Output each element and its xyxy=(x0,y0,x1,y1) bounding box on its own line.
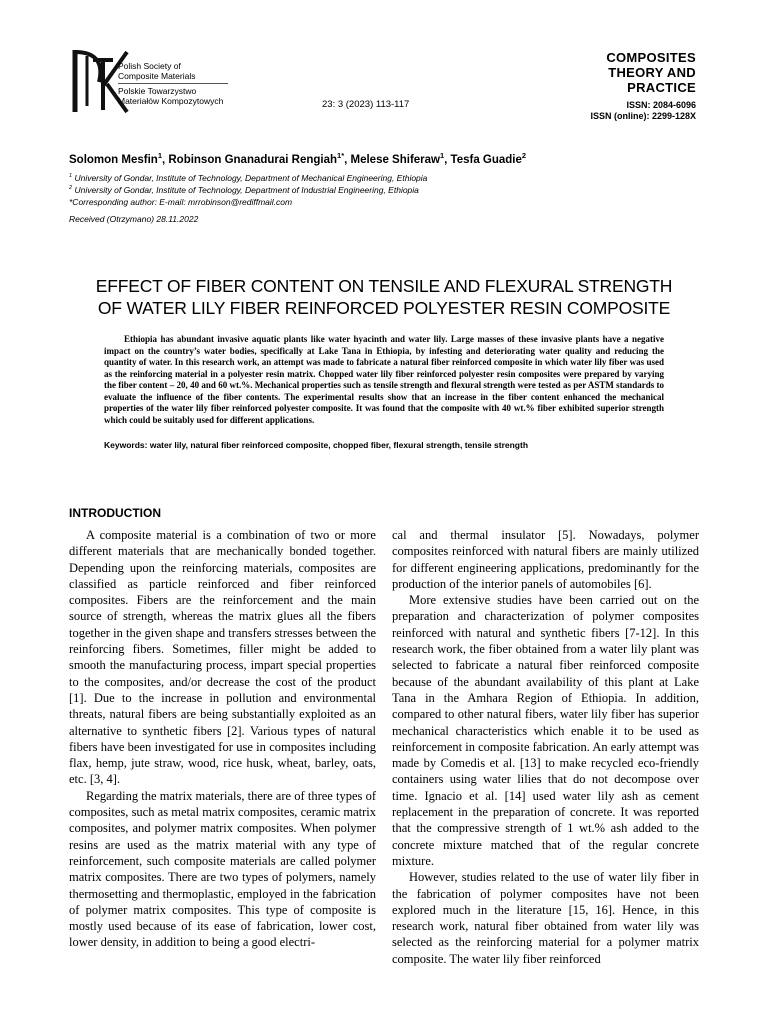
paper-title xyxy=(69,275,699,319)
affiliation-text: University of Gondar, Institute of Technology, Department of Industrial Engineering, Ethiopia xyxy=(74,185,419,195)
paragraph: More extensive studies have been carried out on the preparation and characterization of polymer composites reinforced with natural and synthetic fibers [7-12]. In this research work, the fiber obtained from a water lily plant was selected to fabricate a natural fiber reinforced composite because of the abundant availability of this plant at Lake Tana in the Amhara Region of Ethiopia. In addition, compared to other natural fibers, water lily fiber has superior mechanical characteristics which enable it to be used as reinforcement in composite fabrication. An early attempt was made by Comedis et al. [13] to make recycled eco-friendly containers using water lilies that do not decompose over time. Ignacio et al. [14] used water lily ash as cement replacement in the preparation of concrete. It was reported that the compressive strength of 1 wt.% ash added to the concrete mixture matched that of the regular concrete mixture. xyxy=(392,593,699,868)
affiliation-mark: 2 xyxy=(69,185,73,192)
society-divider xyxy=(118,83,228,84)
paper-title-line2: OF WATER LILY FIBER REINFORCED POLYESTER RESIN COMPOSITE xyxy=(97,298,671,318)
affiliation-2 xyxy=(69,184,427,196)
keywords-label: Keywords: xyxy=(104,440,148,450)
issn: ISSN: 2084-6096 xyxy=(626,100,696,110)
society-name xyxy=(118,61,228,106)
society-en-line2: Composite Materials xyxy=(118,71,196,81)
author-separator: , xyxy=(444,154,451,166)
paper-title-line1: EFFECT OF FIBER CONTENT ON TENSILE AND FLEXURAL STRENGTH xyxy=(95,276,673,296)
author-separator: , xyxy=(161,154,169,166)
corresponding-author: *Corresponding author: E-mail: mrrobinson@rediffmail.com xyxy=(69,197,293,207)
author-name: Tesfa Guadie xyxy=(450,154,522,166)
author-name: Robinson Gnanadurai Rengiah xyxy=(168,154,338,166)
journal-title-line3: PRACTICE xyxy=(627,80,696,95)
author-list xyxy=(69,151,527,166)
citation: 23: 3 (2023) 113-117 xyxy=(322,99,410,110)
affiliation-mark: 1 xyxy=(69,173,73,180)
society-pl-line2: Materiałów Kompozytowych xyxy=(118,96,224,106)
keywords-value: water lily, natural fiber reinforced composite, chopped fiber, flexural strength, tensile strength xyxy=(149,440,529,450)
paragraph: Regarding the matrix materials, there are of three types of composites, such as metal matrix composites, ceramic matrix composites, and polymer matrix composites. When polymer resins are used as the matrix material with any type of reinforcement, such composite materials are called polymer matrix composites. There are two types of polymers, namely thermosetting and thermoplastic, employed in the fabrication of polymer matrix composites. This type of composite is mostly used because of its ease of fabrication, lower cost, lower density, in addition to being a good electri- xyxy=(69,788,376,950)
left-column xyxy=(69,527,376,951)
received-date: Received (Otrzymano) 28.11.2022 xyxy=(69,214,199,224)
paragraph: A composite material is a combination of two or more different materials that are mechanically bonded together. Depending upon the reinforcing materials, composites are classified as particle reinforced and fiber reinforced composites. Fibers are the reinforcement and the main source of strength, whereas the matrix glues all the fibers together in the given shape and transfers stresses between the reinforcing fibers. Sometimes, filler might be added to smooth the manufacturing process, impart special properties to the composites, and/or decrease the cost of the product [1]. Due to the increase in pollution and environmental threats, natural fibers are being substantially exploited as an alternative to synthetic fibers [2]. Various types of natural fibers have been investigated for use in composites including flax, hemp, jute straw, wood, rice husk, wheat, barley, oats, etc. [3, 4]. xyxy=(69,528,376,787)
society-en-line1: Polish Society of xyxy=(118,61,181,71)
section-heading: INTRODUCTION xyxy=(69,506,161,520)
affiliation-1 xyxy=(69,172,427,184)
abstract: Ethiopia has abundant invasive aquatic plants like water hyacinth and water lily. Large masses of these invasive plants have a negative impact on the country’s water bodies, specifically at Lake Tana in Ethiopia, by infesting and deteriorating water quality and reducing the quantity of water. In this research work, an attempt was made to fabricate a natural fiber reinforced composite in which water lily fiber was used as the reinforcing material in a polyester resin matrix. Chopped water lily fiber reinforced polyester resin composites were prepared by varying the fiber content – 20, 40 and 60 wt.%. Mechanical properties such as tensile strength and flexural strength were tested as per ASTM standards to evaluate the influence of the fiber contents. The experimental results show that an increase in the fiber content enhanced the mechanical properties of the water lily fiber reinforced polyester composite. It was found that the composite with 40 wt.% fiber exhibited superior strength which could be suitably used for different applications. xyxy=(104,334,664,425)
journal-title-line2: THEORY AND xyxy=(608,65,696,80)
author-separator: , xyxy=(344,154,351,166)
journal-masthead xyxy=(476,50,696,122)
journal-title-line1: COMPOSITES xyxy=(606,50,696,65)
author-affiliation-mark: 1 xyxy=(157,151,162,161)
issn-online: ISSN (online): 2299-128X xyxy=(590,111,696,121)
author-name: Solomon Mesfin xyxy=(69,154,158,166)
author-affiliation-mark: 2 xyxy=(521,151,527,161)
affiliation-text: University of Gondar, Institute of Technology, Department of Mechanical Engineering, Ethiopia xyxy=(74,173,428,183)
paragraph: cal and thermal insulator [5]. Nowadays, polymer composites reinforced with natural fibers are mainly utilized for different engineering applications, predominantly for the production of the interior panels of automobiles [6]. xyxy=(392,528,699,591)
affiliations xyxy=(69,172,427,208)
author-name: Melese Shiferaw xyxy=(350,154,440,166)
paragraph: However, studies related to the use of water lily fiber in the fabrication of polymer composites have not been explored much in the literature [15, 16]. Hence, in this research work, natural fiber obtained from water lily was selected as the reinforcing material for a polymer matrix composite. The water lily fiber reinforced xyxy=(392,870,699,966)
author-affiliation-mark: 1* xyxy=(337,151,345,161)
keywords xyxy=(104,440,664,450)
author-affiliation-mark: 1 xyxy=(439,151,445,161)
right-column xyxy=(392,527,699,967)
society-pl-line1: Polskie Towarzystwo xyxy=(118,86,197,96)
